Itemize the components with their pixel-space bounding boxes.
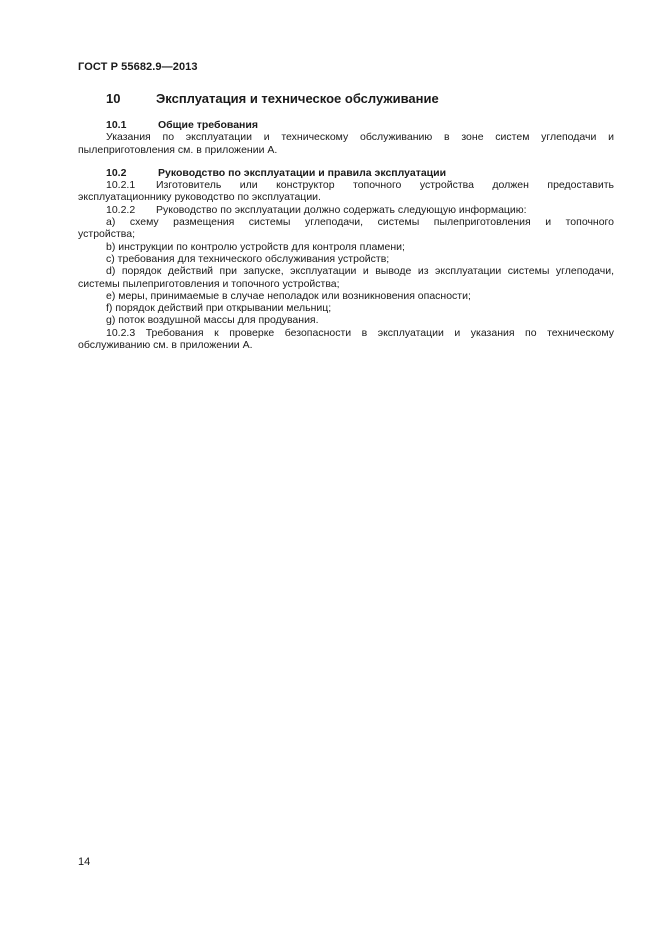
list-item-a-line1: а) схему размещения системы углеподачи, системы пылеприготовления и топочного	[106, 216, 614, 229]
list-item-d-line2: системы пылеприготовления и топочного устройства;	[78, 277, 340, 290]
clause-10-2-1-line2: эксплуатационнику руководство по эксплуатации.	[78, 191, 321, 204]
clause-number: 10.2.2	[106, 203, 136, 216]
clause-10-2-3-line2: обслуживанию см. в приложении А.	[78, 339, 253, 352]
subsection-title: Руководство по эксплуатации и правила эксплуатации	[158, 166, 447, 179]
spacer	[78, 156, 614, 167]
clause-text: Изготовитель или конструктор топочного устройства должен предоставить	[156, 179, 614, 192]
subsection-heading-10-1	[78, 119, 614, 131]
clause-number: 10.2.1	[106, 179, 136, 192]
list-item-g: g) поток воздушной массы для продувания.	[106, 314, 319, 327]
list-item-e: е) меры, принимаемые в случае неполадок или возникновения опасности;	[106, 289, 471, 302]
list-item-c: c) требования для технического обслуживания устройств;	[106, 252, 390, 265]
page-number: 14	[78, 856, 91, 868]
section-heading	[106, 91, 439, 106]
subsection-number: 10.1	[106, 119, 127, 131]
subsection-heading-10-2	[78, 167, 614, 179]
clause-10-2-3-line1: 10.2.3 Требования к проверке безопасности в эксплуатации и указания по техническому	[106, 326, 614, 339]
section-title: Эксплуатация и техническое обслуживание	[156, 91, 439, 106]
document-body	[78, 119, 614, 351]
list-item-a-line2: устройства;	[78, 228, 136, 241]
list-item-b: b) инструкции по контролю устройств для контроля пламени;	[106, 240, 405, 253]
document-header: ГОСТ Р 55682.9—2013	[78, 61, 198, 73]
section-number: 10	[106, 91, 121, 106]
subsection-number: 10.2	[106, 166, 127, 179]
subsection-title: Общие требования	[158, 119, 258, 131]
list-item-f: f) порядок действий при открывании мельниц;	[106, 302, 332, 315]
clause-10-2-1-line1	[78, 179, 614, 191]
clause-10-2-2	[78, 204, 614, 216]
paragraph-10-1-line1: Указания по эксплуатации и техническому обслуживанию в зоне систем углеподачи и	[106, 131, 614, 144]
clause-text: Руководство по эксплуатации должно содержать следующую информацию:	[156, 203, 527, 216]
list-item-d-line1: d) порядок действий при запуске, эксплуатации и выводе из эксплуатации системы углеподачи,	[106, 265, 614, 278]
paragraph-10-1-line2: пылеприготовления см. в приложении А.	[78, 143, 278, 156]
